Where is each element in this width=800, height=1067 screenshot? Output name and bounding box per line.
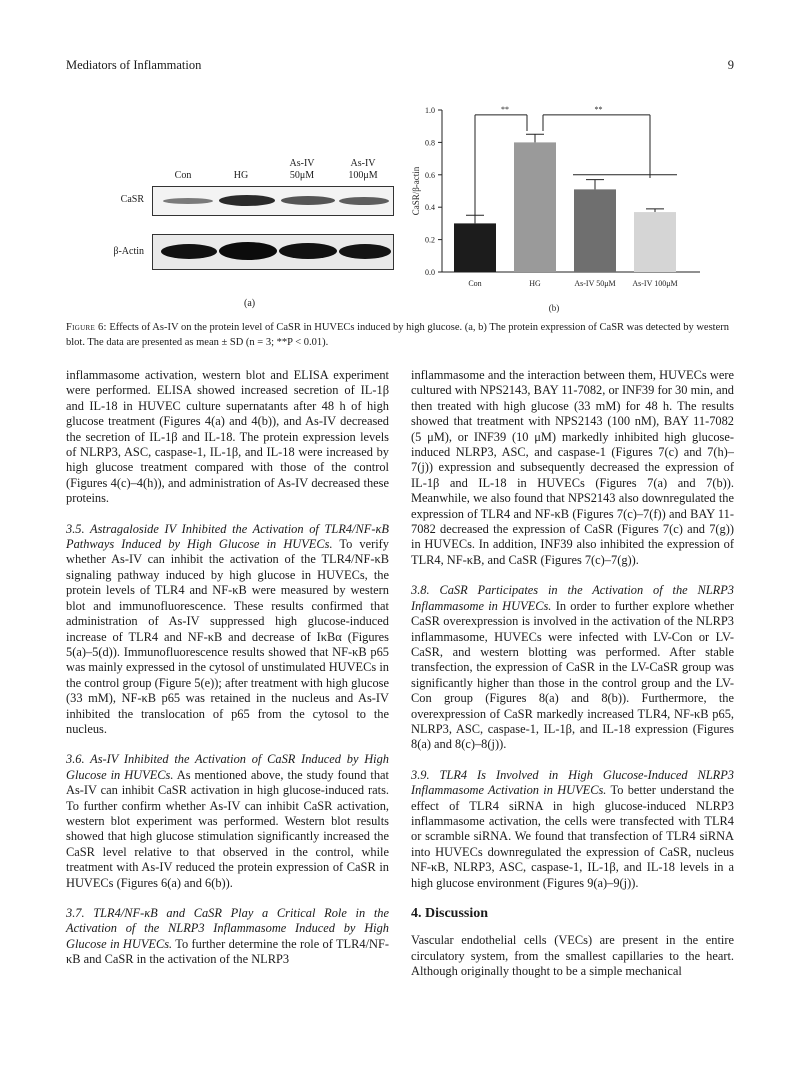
casr-band-hg <box>219 195 275 206</box>
x-tick-label: As-IV 100μM <box>632 279 678 288</box>
actin-band-hg <box>219 242 277 260</box>
section-text: To further determine the role of TLR4/NF-κB and CaSR in the activation of the NLRP3 <box>66 936 389 967</box>
bar-1 <box>514 142 556 272</box>
section-title: 3.9. TLR4 Is Involved in High Glucose-Induced NLRP3 Inflammasome Activation in HUVECs. <box>411 767 734 798</box>
casr-band-asiv-50 <box>281 196 335 205</box>
section-text: As mentioned above, the study found that As-IV can inhibit CaSR activation in high glucose-induced rats. To further confirm whether As-IV can inhibit CaSR activation, western blot experiment was performed. Western blot results showed that high glucose stimulation significantly increased the CaSR level relative to that observed in the control, while treatment with As-IV reduced the protein expression of CaSR in HUVECs (Figures 6(a) and 6(b)). <box>66 767 389 890</box>
x-tick-label: HG <box>529 279 541 288</box>
discussion-paragraph: Vascular endothelial cells (VECs) are present in the entire circulatory system, from the smallest capillaries to the heart. Although originally thought to be a simple mechanical <box>411 933 734 979</box>
figure-label: Figure 6: <box>66 322 107 333</box>
lane-text: HG <box>233 170 249 181</box>
x-tick-label: As-IV 50μM <box>574 279 616 288</box>
section-text: To better understand the effect of TLR4 siRNA in high glucose-induced NLRP3 inflammasome activation, the cells were transfected with TLR4 or scramble siRNA. We found that transfection of TLR4 siRNA into HUVECs downregulated the expression of CaSR, nucleus NF-κB, NLRP3, ASC, caspase-1, IL-1β, and IL-18 levels in a high glucose environment (Figures 9(a)–9(j)). <box>411 783 735 890</box>
y-tick-label: 0.6 <box>425 170 435 180</box>
bar-3 <box>634 212 676 272</box>
lane-text: Con <box>174 170 192 181</box>
row-label-beta-actin: β-Actin <box>113 246 144 257</box>
actin-blot-strip <box>152 234 394 270</box>
y-tick-label: 0.2 <box>425 235 435 245</box>
row-label-casr: CaSR <box>120 194 144 205</box>
section-text: To verify whether As-IV can inhibit the activation of the TLR4/NF-κB signaling pathway induced by high glucose in HUVECs, the protein levels of TLR4 and NF-κB were measured by western blot and immunofluorescence. These results confirmed that administration of As-IV suppressed high glucose-induced increase of TLR4 and NF-κB and decrease of IκBα (Figures 5(a)–5(d)). Immunofluorescence results showed that NF-κB p65 was mainly expressed in the cytosol of unstimulated HUVECs in the control group (Figure 5(e)); after treatment with high glucose (33 mM), NF-κB p65 was retained in the nucleus and As-IV inhibited the translocation of p65 from the cytosol to the nucleus. <box>66 537 389 736</box>
bar-2 <box>574 189 616 272</box>
x-tick-label: Con <box>468 279 482 288</box>
paragraph: inflammasome activation, western blot and ELISA experiment were performed. ELISA showed increased secretion of IL-1β and IL-18 in HUVEC culture supernatants after 48 h of high glucose treatment (Figures 4(a) and 4(b)), and As-IV decreased the secretion of IL-1β and IL-18. The protein expression levels of NLRP3, ASC, caspase-1, IL-1β, and IL-18 were increased by high glucose treatment compared with those of the control (Figures 4(c)–4(h)), and administration of As-IV decreased these proteins. <box>66 368 389 506</box>
caption-text: Effects of As-IV on the protein level of CaSR in HUVECs induced by high glucose. (a, b) The protein expression of CaSR was detected by western blot. The data are presented as mean ± SD (n = 3; **P < 0.01). <box>66 322 730 348</box>
section-text: In order to further explore whether CaSR overexpression is involved in the activation of the NLRP3 inflammasome, HUVECs were infected with LV-Con or LV-CaSR, and western blotting was performed. After stable transfection, the expression of CaSR in the LV-CaSR group was significantly higher than those in the control group and the LV-Con group (Figures 8(a) and 8(b)). Furthermore, the overexpression of CaSR markedly increased TLR4, NF-κB p65, NLRP3, ASC, caspase-1, IL-1β, and IL-18 expression (Figures 8(a) and 8(c)–8(j)). <box>411 598 734 752</box>
significance-label: ** <box>501 104 509 114</box>
lane-text: As-IV 100μM <box>348 158 378 181</box>
section-3-7 <box>66 906 389 968</box>
section-3-5 <box>66 522 389 738</box>
discussion-heading: 4. Discussion <box>411 906 489 921</box>
section-title: 3.7. TLR4/NF-κB and CaSR Play a Critical Role in the Activation of the NLRP3 Inflammasome Induced by High Glucose in HUVECs. <box>66 906 389 951</box>
section-title: 3.5. Astragaloside IV Inhibited the Activation of TLR4/NF-κB Pathways Induced by High Glucose in HUVECs. <box>66 521 389 552</box>
lane-text: As-IV 50μM <box>289 158 315 181</box>
bar-0 <box>454 223 496 272</box>
y-tick-label: 0.8 <box>425 138 435 148</box>
actin-band-asiv-100 <box>339 244 391 259</box>
lane-label-asiv-50 <box>267 158 337 182</box>
right-column <box>411 368 734 995</box>
section-3-9 <box>411 768 734 891</box>
casr-band-con <box>163 198 213 204</box>
lane-label-hg <box>206 170 276 182</box>
y-tick-label: 0.4 <box>425 203 435 213</box>
figure-caption <box>66 320 734 350</box>
section-title: 3.8. CaSR Participates in the Activation of the NLRP3 Inflammasome in HUVECs. <box>411 583 734 613</box>
actin-band-con <box>161 244 217 259</box>
y-tick-label: 1.0 <box>425 106 435 115</box>
section-3-8 <box>411 583 734 752</box>
casr-blot-strip <box>152 186 394 216</box>
y-axis-label: CaSR/β-actin <box>411 166 421 216</box>
section-title: 3.6. As-IV Inhibited the Activation of CaSR Induced by High Glucose in HUVECs. <box>66 752 389 782</box>
panel-label-a: (a) <box>244 298 256 309</box>
significance-label: ** <box>594 104 603 114</box>
lane-label-asiv-100 <box>328 158 398 182</box>
section-3-6 <box>66 752 389 891</box>
paragraph: inflammasome and the interaction between them, HUVECs were cultured with NPS2143, BAY 11-7082, or INF39 for 30 min, and then treated with high glucose (33 mM) for 48 h. The results showed that treatment with NPS2143 (100 nM), BAY 11-7082 (5 μM), or INF39 (10 μM) markedly inhibited high glucose-induced NLRP3, ASC, and caspase-1 (Figures 7(c) and 7(h)–7(j)) expression and subsequently decreased the expression of IL-1β and IL-18 in HUVECs (Figures 7(a) and 7(b)). Meanwhile, we also found that NPS2143 also downregulated the expression of TLR4 and NF-κB (Figures 7(c)–7(f)) and BAY 11-7082 decreased the expression of CaSR (Figures 7(c) and 7(g)) in HUVECs. In addition, INF39 also inhibited the expression of TLR4, NF-κB, and CaSR (Figures 7(c)–7(g)). <box>411 368 734 567</box>
actin-band-asiv-50 <box>279 243 337 259</box>
journal-title: Mediators of Inflammation <box>66 58 202 72</box>
page-number: 9 <box>727 58 734 72</box>
y-tick-label: 0.0 <box>425 268 435 277</box>
western-blot-figure <box>104 150 394 310</box>
casr-band-asiv-100 <box>339 197 389 205</box>
running-head <box>66 58 734 73</box>
casr-bar-chart <box>404 100 704 315</box>
left-column <box>66 368 389 983</box>
panel-label-b: (b) <box>548 303 560 313</box>
